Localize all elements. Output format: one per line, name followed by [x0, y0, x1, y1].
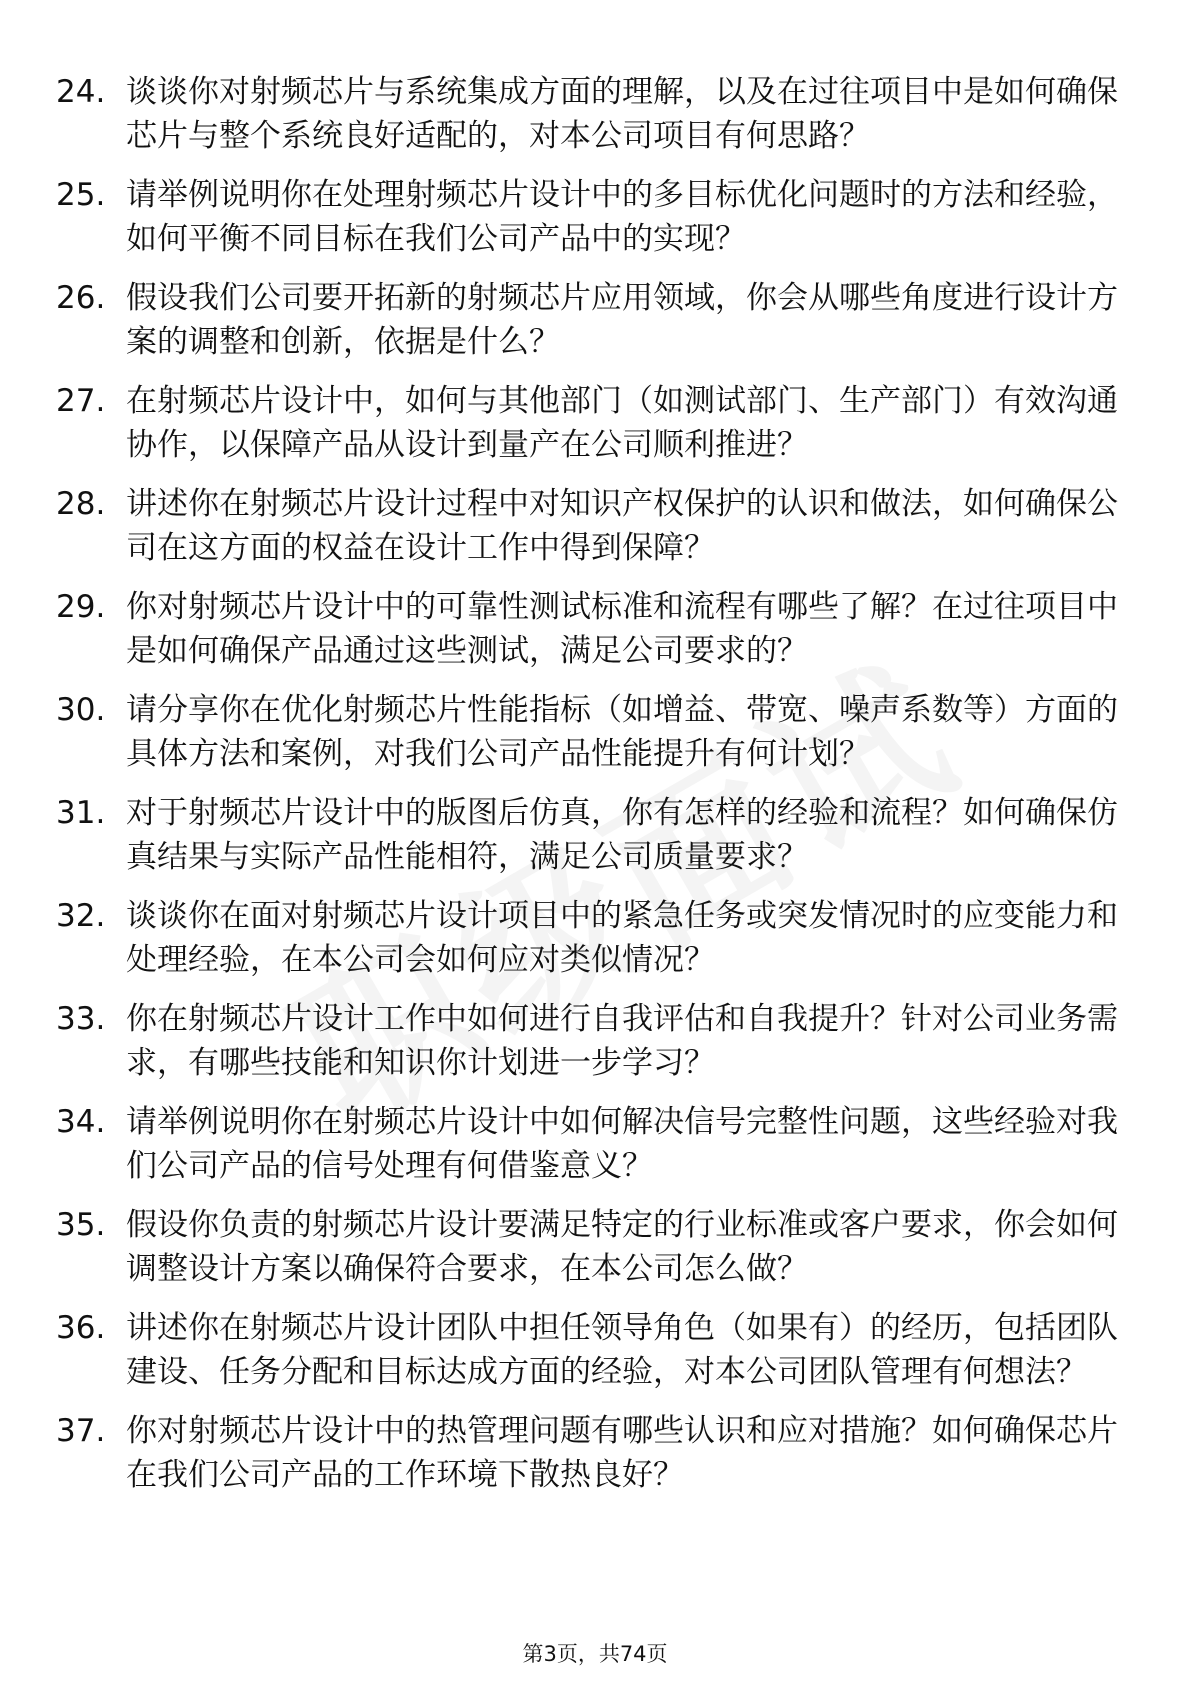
list-item [56, 1306, 1126, 1394]
list-item [56, 70, 1126, 158]
question-text: 假设你负责的射频芯片设计要满足特定的行业标准或客户要求，你会如何调整设计方案以确保符合要求，在本公司怎么做？ [126, 1207, 1118, 1287]
question-text: 你对射频芯片设计中的热管理问题有哪些认识和应对措施？如何确保芯片在我们公司产品的工作环境下散热良好？ [126, 1413, 1118, 1493]
question-number: 28. [56, 486, 106, 522]
question-text: 假设我们公司要开拓新的射频芯片应用领域，你会从哪些角度进行设计方案的调整和创新，依据是什么？ [126, 280, 1118, 360]
question-number: 34. [56, 1104, 106, 1140]
question-number: 36. [56, 1310, 106, 1346]
list-item [56, 894, 1126, 982]
question-text: 讲述你在射频芯片设计过程中对知识产权保护的认识和做法，如何确保公司在这方面的权益在设计工作中得到保障？ [126, 486, 1118, 566]
list-item [56, 482, 1126, 570]
question-number: 26. [56, 280, 106, 316]
question-text: 请举例说明你在射频芯片设计中如何解决信号完整性问题，这些经验对我们公司产品的信号处理有何借鉴意义？ [126, 1104, 1118, 1184]
list-item [56, 1100, 1126, 1188]
question-text: 你对射频芯片设计中的可靠性测试标准和流程有哪些了解？在过往项目中是如何确保产品通过这些测试，满足公司要求的？ [126, 589, 1118, 669]
question-text: 谈谈你对射频芯片与系统集成方面的理解，以及在过往项目中是如何确保芯片与整个系统良好适配的，对本公司项目有何思路？ [126, 74, 1118, 154]
list-item [56, 997, 1126, 1085]
question-number: 25. [56, 177, 106, 213]
question-list [56, 70, 1126, 1512]
question-text: 你在射频芯片设计工作中如何进行自我评估和自我提升？针对公司业务需求，有哪些技能和知识你计划进一步学习？ [126, 1001, 1118, 1081]
list-item [56, 791, 1126, 879]
question-text: 请举例说明你在处理射频芯片设计中的多目标优化问题时的方法和经验，如何平衡不同目标在我们公司产品中的实现？ [126, 177, 1118, 257]
question-number: 33. [56, 1001, 106, 1037]
list-item [56, 276, 1126, 364]
list-item [56, 688, 1126, 776]
question-number: 35. [56, 1207, 106, 1243]
question-text: 请分享你在优化射频芯片性能指标（如增益、带宽、噪声系数等）方面的具体方法和案例，对我们公司产品性能提升有何计划？ [126, 692, 1118, 772]
page-indicator: 第3页，共74页 [522, 1642, 668, 1666]
list-item [56, 173, 1126, 261]
list-item [56, 585, 1126, 673]
question-text: 在射频芯片设计中，如何与其他部门（如测试部门、生产部门）有效沟通协作，以保障产品从设计到量产在公司顺利推进？ [126, 383, 1118, 463]
list-item [56, 1203, 1126, 1291]
question-number: 31. [56, 795, 106, 831]
question-text: 谈谈你在面对射频芯片设计项目中的紧急任务或突发情况时的应变能力和处理经验，在本公司会如何应对类似情况？ [126, 898, 1118, 978]
question-text: 对于射频芯片设计中的版图后仿真，你有怎样的经验和流程？如何确保仿真结果与实际产品性能相符，满足公司质量要求？ [126, 795, 1118, 875]
question-number: 24. [56, 74, 106, 110]
question-number: 32. [56, 898, 106, 934]
question-number: 29. [56, 589, 106, 625]
question-number: 37. [56, 1413, 106, 1449]
list-item [56, 1409, 1126, 1497]
question-number: 27. [56, 383, 106, 419]
question-number: 30. [56, 692, 106, 728]
question-text: 讲述你在射频芯片设计团队中担任领导角色（如果有）的经历，包括团队建设、任务分配和目标达成方面的经验，对本公司团队管理有何想法？ [126, 1310, 1118, 1390]
list-item [56, 379, 1126, 467]
